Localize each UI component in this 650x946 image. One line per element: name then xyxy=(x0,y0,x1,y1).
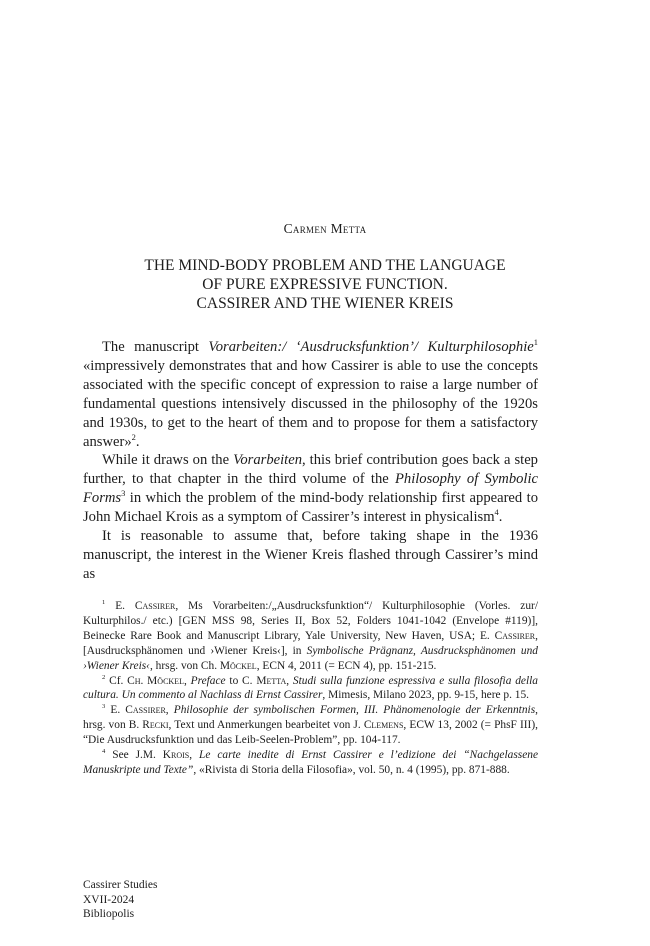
text-run: E. xyxy=(105,704,126,717)
title-line: OF PURE EXPRESSIVE FUNCTION. xyxy=(202,276,448,293)
text-run: , xyxy=(165,704,174,717)
article-title xyxy=(0,256,650,313)
italic-title: Philosophy of Symbolic Forms xyxy=(83,471,538,507)
paragraph: It is reasonable to assume that, before taking shape in the 1936 manuscript, the interest in the Wiener Kreis flashed through Cassirer’s mind as xyxy=(83,528,538,582)
text-run: , xyxy=(189,749,200,762)
author-smallcaps: Metta xyxy=(256,674,287,687)
author-smallcaps: Cassirer xyxy=(134,600,176,612)
footnote xyxy=(83,748,538,778)
paragraph xyxy=(83,451,538,527)
footnote xyxy=(83,703,538,748)
text-run: , hrsg. von Ch. xyxy=(149,659,220,672)
text-run: , Mimesis, Milano 2023, pp. 9-15, here p. 15. xyxy=(322,689,530,702)
journal-imprint xyxy=(83,878,157,922)
text-run: Cf. xyxy=(105,674,128,687)
footnote xyxy=(83,599,538,674)
text-run: , xyxy=(183,674,191,687)
italic-title: Philosophie der symbolischen Formen, III. Phänomenologie der Erkenntnis xyxy=(173,704,536,717)
italic-title: Vorarbeiten xyxy=(233,452,303,469)
text-run: , Text und Anmerkungen bearbeitet von J. xyxy=(168,719,364,732)
title-line: CASSIRER AND THE WIENER KREIS xyxy=(196,295,454,312)
footnote-ref: 3 xyxy=(121,488,126,499)
text-run: , «Rivista di Storia della Filosofia», vol. 50, n. 4 (1995), pp. 871-888. xyxy=(193,763,510,776)
body-text xyxy=(83,338,538,584)
author-smallcaps: Recki xyxy=(142,719,169,732)
footnote-number: 1 xyxy=(102,599,106,607)
text-run: . xyxy=(498,509,503,526)
paragraph xyxy=(83,338,538,451)
footnote-ref: 1 xyxy=(533,337,538,348)
text-run: , Ms Vorarbeiten:/„Ausdrucksfunktion“/ Kulturphilosophie (Vorles. zur/ Kulturphilos./ etc.) [GEN MSS 98, Series II, Box 52, Folders 1041-1042 (Envelope #119)], Beinecke Rare Book and Manuscript Library, Yale University, New Haven, USA; E. xyxy=(83,600,538,642)
author-smallcaps: Cassirer xyxy=(494,629,536,642)
italic-title: Preface xyxy=(190,674,226,687)
italic-title: Symbolische Prägnanz, Ausdrucksphänomen und ›Wiener Kreis‹ xyxy=(83,644,538,672)
text-run: , hrsg. von B. xyxy=(83,704,538,732)
text-run: to C. xyxy=(225,674,257,687)
text-run: «impressively demonstrates that and how Cassirer is able to use the concepts associated with the specific concept of expression to raise a large number of fundamental questions intensively discussed in the philosophy of the 1920s and 1930s, to get to the heart of them and to propose for them a satisfactory answer» xyxy=(83,357,538,450)
publisher: Bibliopolis xyxy=(83,908,135,921)
author-smallcaps: Ch. Möckel xyxy=(127,674,184,687)
text-run: , ECW 13, 2002 (= PhsF III), “Die Ausdrucksfunktion und das Leib-Seelen-Problem”, pp. 104-117. xyxy=(83,719,538,747)
footnote-number: 4 xyxy=(102,748,106,756)
text-run: , xyxy=(286,674,293,687)
text-run: See J.M. xyxy=(105,749,163,762)
italic-title: Studi sulla funzione espressiva e sulla filosofia della cultura. Un commento al Nachlass di Ernst Cassirer xyxy=(83,674,538,702)
text-run: , this brief contribution goes back a step further, to that chapter in the third volume of the xyxy=(83,452,538,488)
text-run: . xyxy=(135,433,140,450)
text-run: E. xyxy=(105,600,135,612)
journal-volume: XVII-2024 xyxy=(83,893,135,906)
text-run: in which the problem of the mind-body relationship first appeared to John Michael Krois as a symptom of Cassirer’s interest in physicalism xyxy=(83,490,538,526)
author-name: Carmen Metta xyxy=(283,221,367,236)
author-smallcaps: Krois xyxy=(162,749,190,762)
title-line: THE MIND-BODY PROBLEM AND THE LANGUAGE xyxy=(144,257,506,274)
footnote-ref: 4 xyxy=(494,507,499,518)
footnote xyxy=(83,674,538,704)
journal-name: Cassirer Studies xyxy=(83,879,158,891)
italic-title: Le carte inedite di Ernst Cassirer e l’edizione dei “Nachgelassene Manuskripte und Texte” xyxy=(83,749,539,776)
author-smallcaps: Clemens xyxy=(363,719,404,732)
footnote-number: 2 xyxy=(102,673,106,681)
text-run: While it draws on the xyxy=(102,452,234,469)
footnote-number: 3 xyxy=(102,703,106,711)
italic-title: Vorarbeiten:/ ‘Ausdrucksfunktion’/ Kulturphilosophie xyxy=(208,339,534,355)
text-run: , ECN 4, 2011 (= ECN 4), pp. 151-215. xyxy=(256,659,437,672)
footnote-ref: 2 xyxy=(131,431,136,442)
author-smallcaps: Cassirer xyxy=(125,704,166,717)
author-smallcaps: Möckel xyxy=(219,659,257,672)
text-run: , [Ausdrucksphänomen und ›Wiener Kreis‹], in xyxy=(83,629,538,657)
footnotes xyxy=(83,599,538,778)
text-run: The manuscript xyxy=(102,339,209,355)
